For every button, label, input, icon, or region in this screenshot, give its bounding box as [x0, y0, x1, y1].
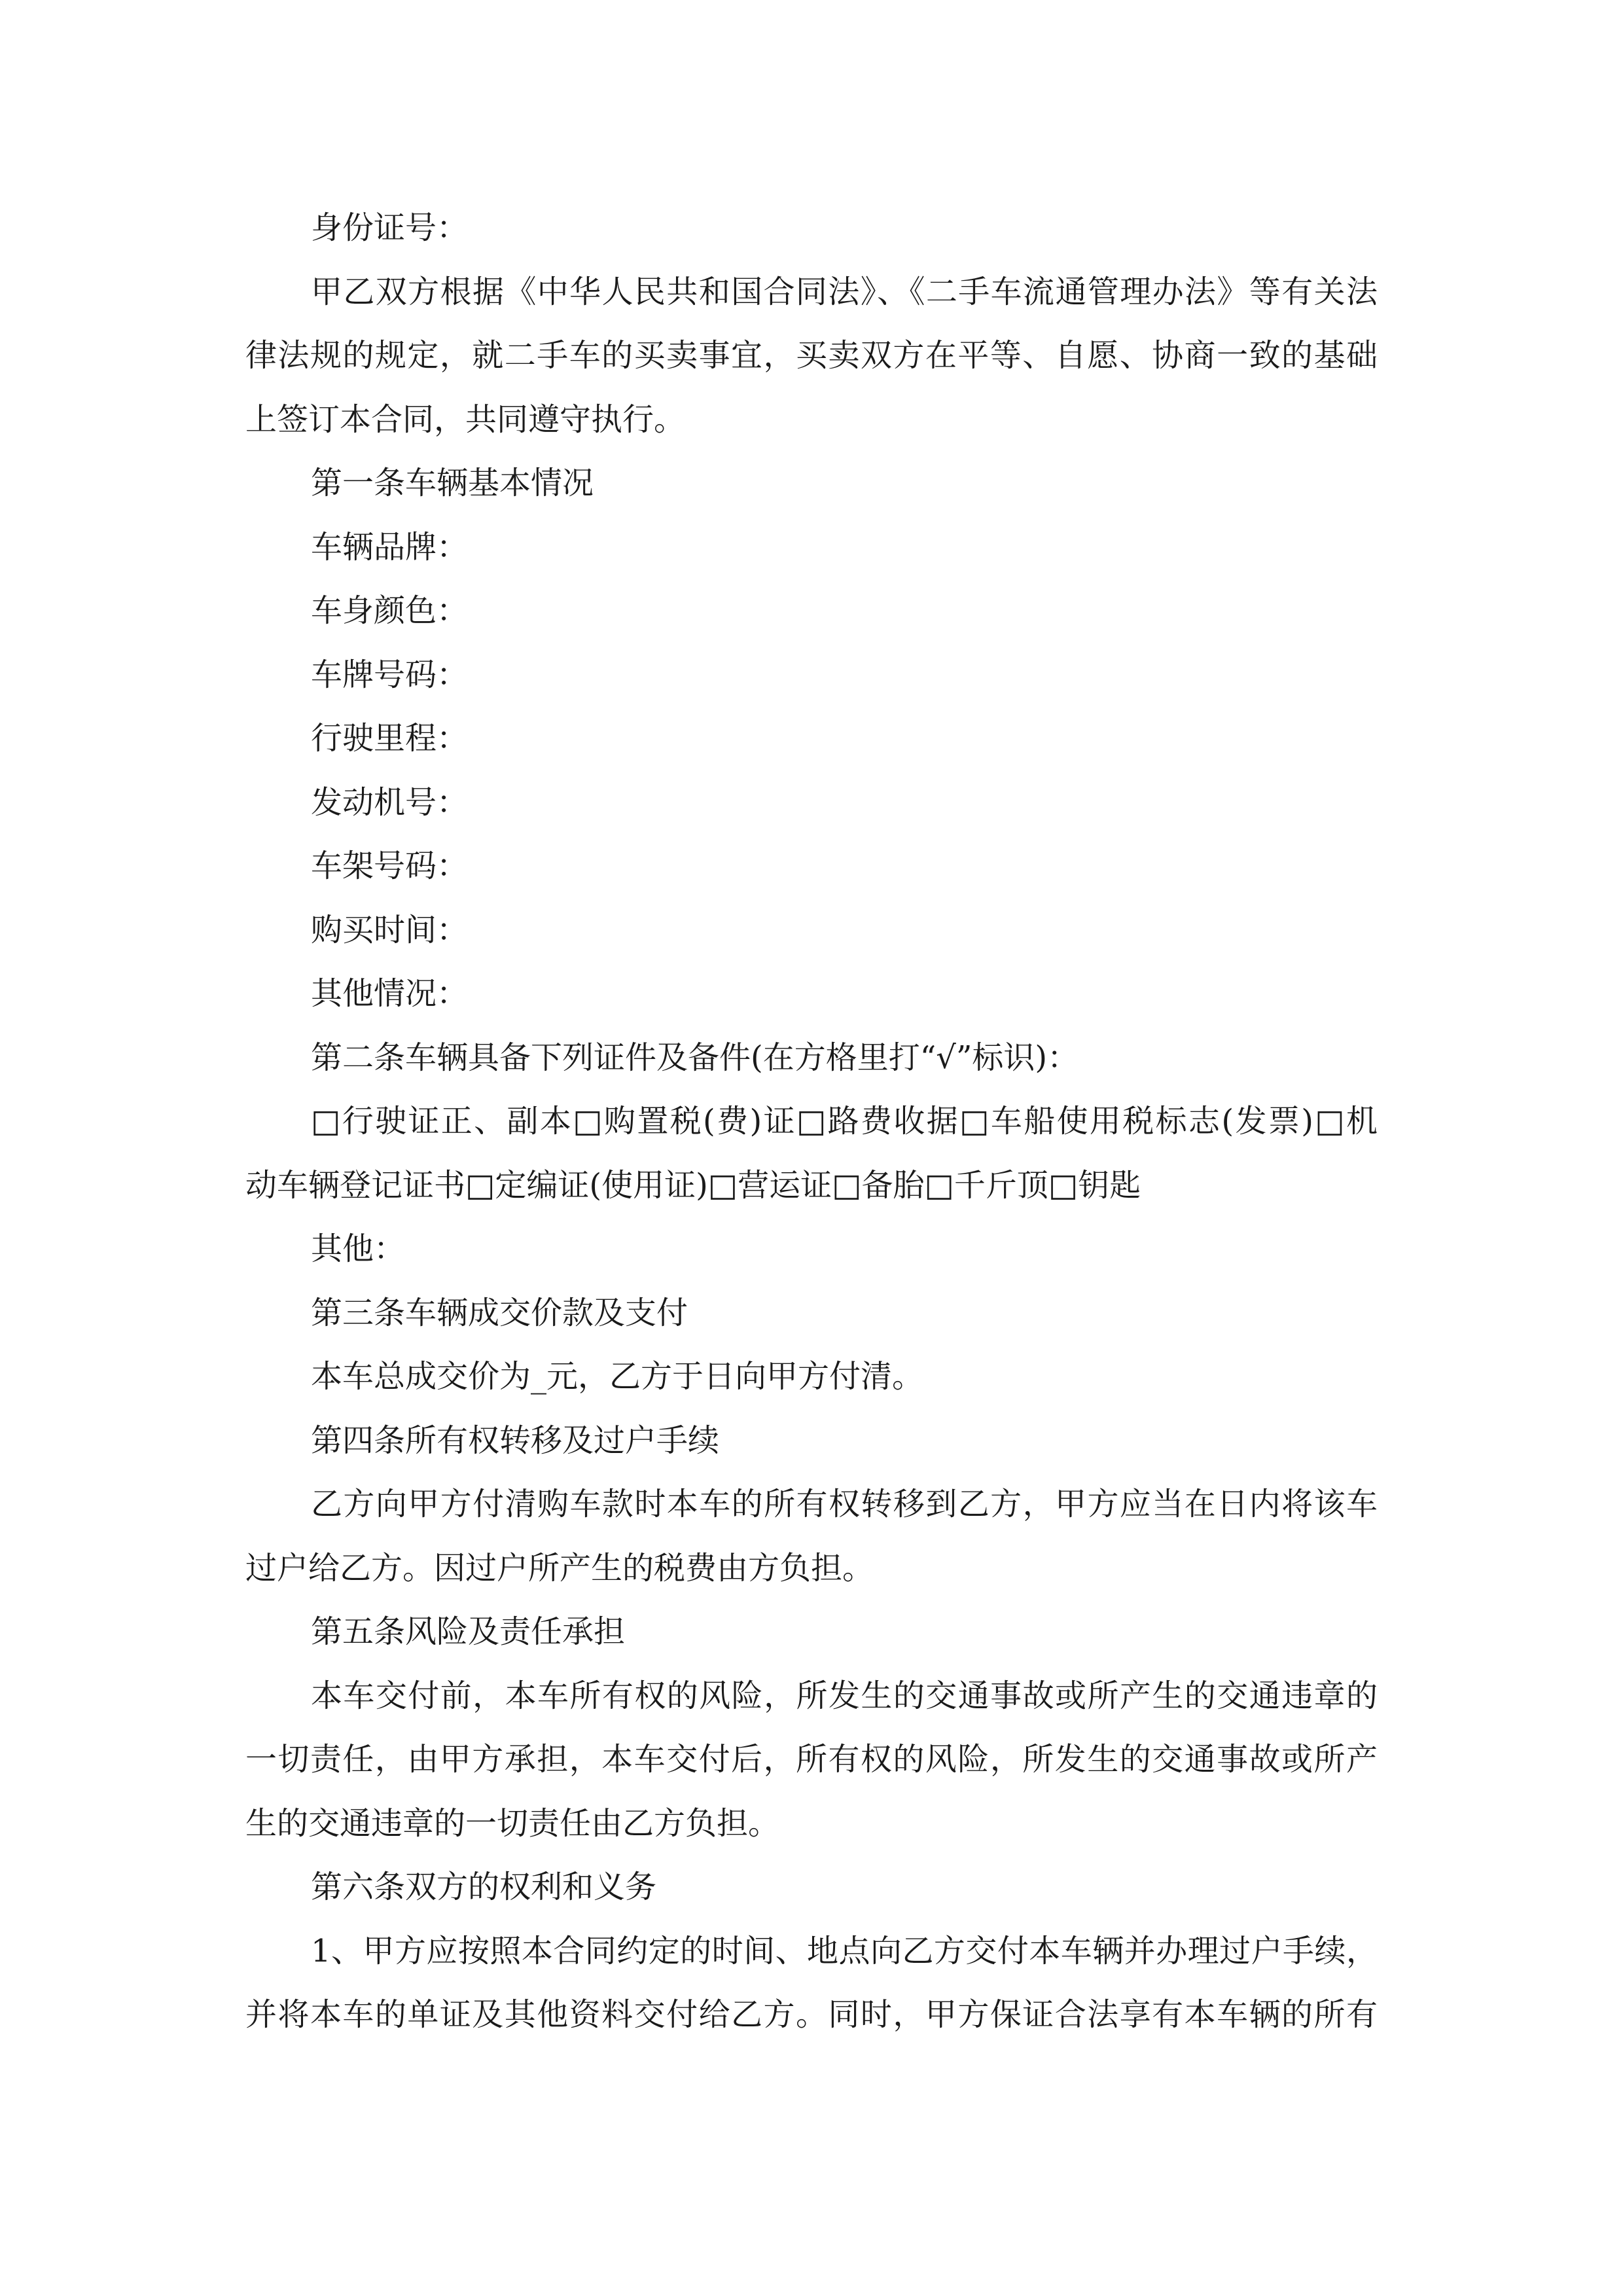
document-checklist-1: □行驶证正、副本□购置税(费)证□路费收据□车船使用税标志(发票)□机 [311, 1103, 1378, 1139]
field-mileage: 行驶里程： [311, 720, 469, 757]
field-engine-number: 发动机号： [311, 783, 469, 821]
article-6-item-1-line-2: 并将本车的单证及其他资料交付给乙方。同时，甲方保证合法享有本车辆的所有 [245, 1996, 1378, 2033]
document-checklist-2: 动车辆登记证书□定编证(使用证)□营运证□备胎□千斤顶□钥匙 [245, 1166, 1141, 1204]
article-5-body-2: 一切责任，由甲方承担，本车交付后，所有权的风险，所发生的交通事故或所产 [245, 1741, 1378, 1778]
text-line-preamble-1: 甲乙双方根据《中华人民共和国合同法》、《二手车流通管理办法》等有关法 [311, 273, 1378, 310]
article-4-body-2: 过户给乙方。因过户所产生的税费由方负担。 [245, 1549, 874, 1587]
field-other-info: 其他情况： [311, 975, 469, 1012]
text-line-preamble-3: 上签订本合同，共同遵守执行。 [245, 401, 686, 438]
article-4-body-1: 乙方向甲方付清购车款时本车的所有权转移到乙方，甲方应当在日内将该车 [311, 1486, 1378, 1522]
field-plate-number: 车牌号码： [311, 656, 469, 693]
contract-body [245, 196, 1378, 2047]
article-6-item-1-line-1: 1、甲方应按照本合同约定的时间、地点向乙方交付本车辆并办理过户手续， [311, 1932, 1378, 1969]
text-line-preamble-2: 律法规的规定，就二手车的买卖事宜，买卖双方在平等、自愿、协商一致的基础 [245, 337, 1378, 374]
field-vehicle-brand: 车辆品牌： [311, 528, 469, 565]
text-line-id-number: 身份证号： [311, 209, 469, 246]
article-2-heading: 第二条车辆具备下列证件及备件(在方格里打“√”标识)： [311, 1039, 1079, 1076]
article-6-heading: 第六条双方的权利和义务 [311, 1869, 657, 1905]
field-other: 其他： [311, 1230, 406, 1267]
article-4-heading: 第四条所有权转移及过户手续 [311, 1422, 720, 1459]
article-3-heading: 第三条车辆成交价款及支付 [311, 1294, 688, 1331]
field-body-color: 车身颜色： [311, 592, 469, 629]
article-5-heading: 第五条风险及责任承担 [311, 1613, 626, 1650]
field-frame-number: 车架号码： [311, 848, 469, 884]
article-5-body-3: 生的交通违章的一切责任由乙方负担。 [245, 1804, 780, 1842]
article-1-heading: 第一条车辆基本情况 [311, 465, 594, 501]
article-5-body-1: 本车交付前，本车所有权的风险，所发生的交通事故或所产生的交通违章的 [311, 1677, 1378, 1714]
article-3-body: 本车总成交价为_元，乙方于日向甲方付清。 [311, 1358, 924, 1395]
field-purchase-time: 购买时间： [311, 911, 469, 948]
